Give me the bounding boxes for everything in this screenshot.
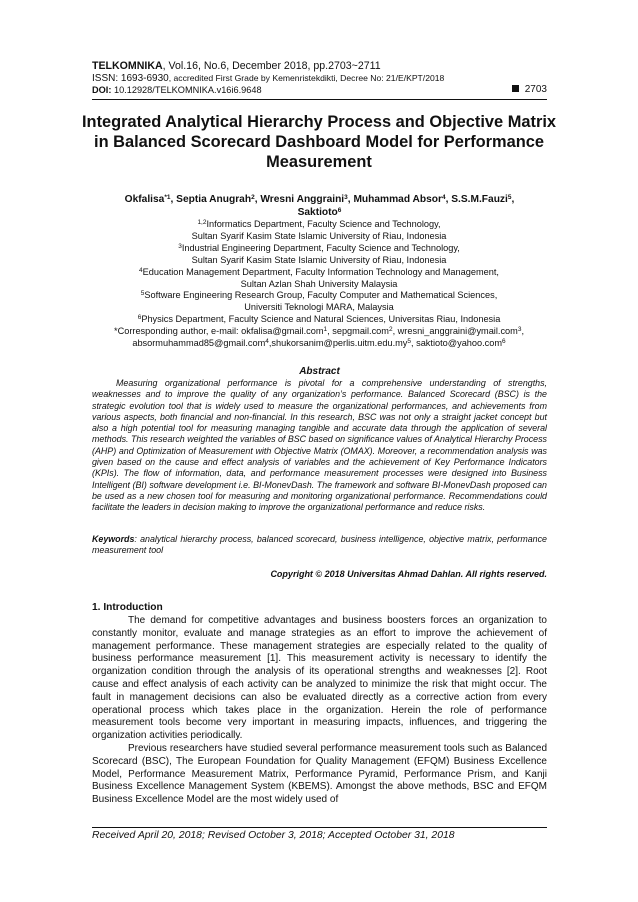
affiliation-sup: 6 — [137, 314, 142, 322]
journal-name: TELKOMNIKA — [92, 60, 163, 72]
email-text: ,shukorsanim@perlis.uitm.edu.my — [268, 338, 408, 349]
affiliation-text: Education Management Department, Faculty Information Technology and Management, — [142, 266, 499, 277]
author-name: S.S.M.Fauzi — [451, 194, 508, 205]
email-text: absormuhammad85@gmail.com — [132, 338, 266, 349]
paper-title: Integrated Analytical Hierarchy Process and Objective Matrix in Balanced Scorecard Dashboard Model for Performance Measurement — [82, 113, 556, 171]
footer-divider — [92, 827, 547, 828]
affiliation-line — [80, 231, 558, 243]
author-sup: 3 — [344, 194, 348, 201]
doi-label: DOI: — [92, 84, 112, 95]
author-name: Septia Anugrah — [176, 194, 252, 205]
email-sup: 1 — [323, 326, 328, 334]
author-sep: , — [347, 194, 354, 205]
introduction-body — [92, 615, 547, 807]
email-text: , saktioto@yahoo.com — [411, 338, 503, 349]
affiliation-line — [80, 279, 558, 291]
affiliation-sup: 5 — [140, 290, 145, 298]
affiliation-line — [80, 243, 558, 255]
affiliation-sup: 3 — [178, 242, 182, 250]
email-sup: 6 — [502, 338, 506, 346]
email-sup: 3 — [517, 326, 522, 334]
email-sup: 2 — [388, 326, 393, 334]
volume-info: , Vol.16, No.6, December 2018, pp.2703~2711 — [162, 60, 381, 72]
affiliation-text: Sultan Syarif Kasim State Islamic University of Riau, Indonesia — [191, 254, 447, 265]
abstract-text: Measuring organizational performance is pivotal for a comprehensive understanding of strengths, weaknesses and to improve the quality of any organization’s performance. Balanced Scorecard (BSC) is the strategic evolution tool that is widely used to measure the organizational performances, and achievements from various aspects, both financial and non-financial. In this research, BSC was not only a straight jacket concept but also a high potential tool for measuring managing tangible and accurate data through the application of several methods. This research weighted the variables of BSC based on significance values of Analytical Hierarchy Process (AHP) and Optimization of Measurement with Objective Matrix (OMAX). Moreover, a recommendation analysis was given based on the cause and effect analysis of variables and the achievement of Key Performance Indicators (KPIs). The flow of information, data, and performance measurement processes were designed into Business Intelligent (BI) software development i.e. BI-MonevDash. The framework and software BI-MonevDash proposed can be used as a new chosen tool for measuring and monitoring organizational performance. Recommendations could facilitate the leaders in decision making to improve the organizational performance and reduce risks. — [92, 378, 547, 513]
affiliation-text: Industrial Engineering Department, Faculty Science and Technology, — [181, 242, 460, 253]
journal-line — [92, 60, 547, 73]
copyright-notice: Copyright © 2018 Universitas Ahmad Dahlan. All rights reserved. — [270, 569, 547, 579]
author-sup: 5 — [507, 194, 512, 201]
correspondence-line-1 — [80, 326, 558, 338]
keywords — [92, 534, 547, 557]
affiliation-text: Sultan Azlan Shah University Malaysia — [240, 278, 398, 289]
affiliation-text: Sultan Syarif Kasim State Islamic University of Riau, Indonesia — [191, 230, 447, 241]
page-number: 2703 — [524, 84, 547, 95]
received-dates: Received April 20, 2018; Revised October 3, 2018; Accepted October 31, 2018 — [92, 830, 455, 841]
abstract-heading: Abstract — [299, 366, 340, 377]
author-name: Saktioto — [297, 207, 338, 218]
affiliation-text: Informatics Department, Faculty Science and Technology, — [206, 219, 441, 229]
doi-value: 10.12928/TELKOMNIKA.v16i6.9648 — [111, 84, 262, 95]
paragraph: The demand for competitive advantages and business boosters forces an organization to constantly monitor, evaluate and manage strategies as an effort to improve the achievement of management performance. These management strategies are especially related to the quality of business performance measurement [1]. This measurement activity is necessary to identify the organization condition through the analysis of its operational strengths and weaknesses [2]. Root cause and effect analysis of each activity can be analyzed to minimize the risk that might occur. The fault in management decisions can also be evaluated directly as a corrective action from every operational process which takes place in the organization. Herein the role of performance measurement tools become very important in measuring impacts, influences, and triggering the organization activities periodically. — [92, 615, 547, 742]
affiliation-line — [80, 302, 558, 314]
issn-line — [92, 73, 547, 85]
affiliation-line — [80, 290, 558, 302]
email-text: *Corresponding author, e-mail: okfalisa@gmail.com — [114, 326, 324, 337]
affiliation-line — [80, 267, 558, 279]
affiliation-line — [80, 314, 558, 326]
email-sup: 4 — [265, 338, 269, 346]
affiliation-sup: 4 — [139, 266, 143, 274]
correspondence-line-2 — [80, 338, 558, 350]
author-name: Muhammad Absor — [353, 194, 442, 205]
affiliation-list — [80, 219, 558, 326]
author-list — [92, 193, 547, 219]
square-bullet-icon — [512, 85, 519, 92]
author-sup: 6 — [337, 207, 342, 214]
author-name: Okfalisa — [124, 194, 165, 205]
section-heading: 1. Introduction — [92, 602, 163, 613]
keywords-list: : analytical hierarchy process, balanced scorecard, business intelligence, objective matrix, performance measurement tool — [92, 534, 547, 556]
author-sep: , — [170, 194, 177, 205]
author-name: Wresni Anggraini — [260, 194, 345, 205]
author-sep: , — [445, 194, 452, 205]
author-sep: , — [254, 194, 261, 205]
email-sup: 5 — [407, 338, 411, 346]
email-text: , sepgmail.com — [327, 326, 389, 337]
page-number-block — [512, 84, 547, 95]
accreditation-text: , accredited First Grade by Kemenristekdikti, Decree No: 21/E/KPT/2018 — [168, 73, 445, 83]
issn-label: ISSN: 1693-6930 — [92, 73, 169, 84]
affiliation-text: Software Engineering Research Group, Faculty Computer and Mathematical Sciences, — [144, 290, 498, 301]
affiliation-text: Physics Department, Faculty Science and Natural Sciences, Universitas Riau, Indonesia — [141, 314, 501, 325]
journal-header — [92, 60, 547, 96]
author-sep: , — [511, 194, 515, 205]
header-divider — [92, 99, 547, 100]
doi-line — [92, 85, 547, 97]
affiliation-line — [80, 219, 558, 231]
affiliation-text: Universiti Teknologi MARA, Malaysia — [244, 302, 394, 313]
author-sup: 2 — [251, 194, 255, 201]
email-text: , — [521, 326, 524, 337]
affiliation-line — [80, 255, 558, 267]
paragraph: Previous researchers have studied several performance measurement tools such as Balanced Scorecard (BSC), The European Foundation for Quality Management (EFQM) Business Excellence Model, Performance Measurement Matrix, Performance Pyramid, Performance Prism, and Kanji Business Excellence Management System (KBEMS). Amongst the above methods, BSC and EFQM Business Excellence Model are the most widely used of — [92, 742, 547, 806]
keywords-label: Keywords — [92, 534, 135, 544]
affiliations — [80, 219, 558, 350]
email-text: , wresni_anggraini@ymail.com — [392, 326, 518, 337]
affiliation-sup: 1,2 — [197, 219, 207, 226]
author-sup: *1 — [164, 194, 171, 201]
author-sup: 4 — [441, 194, 446, 201]
